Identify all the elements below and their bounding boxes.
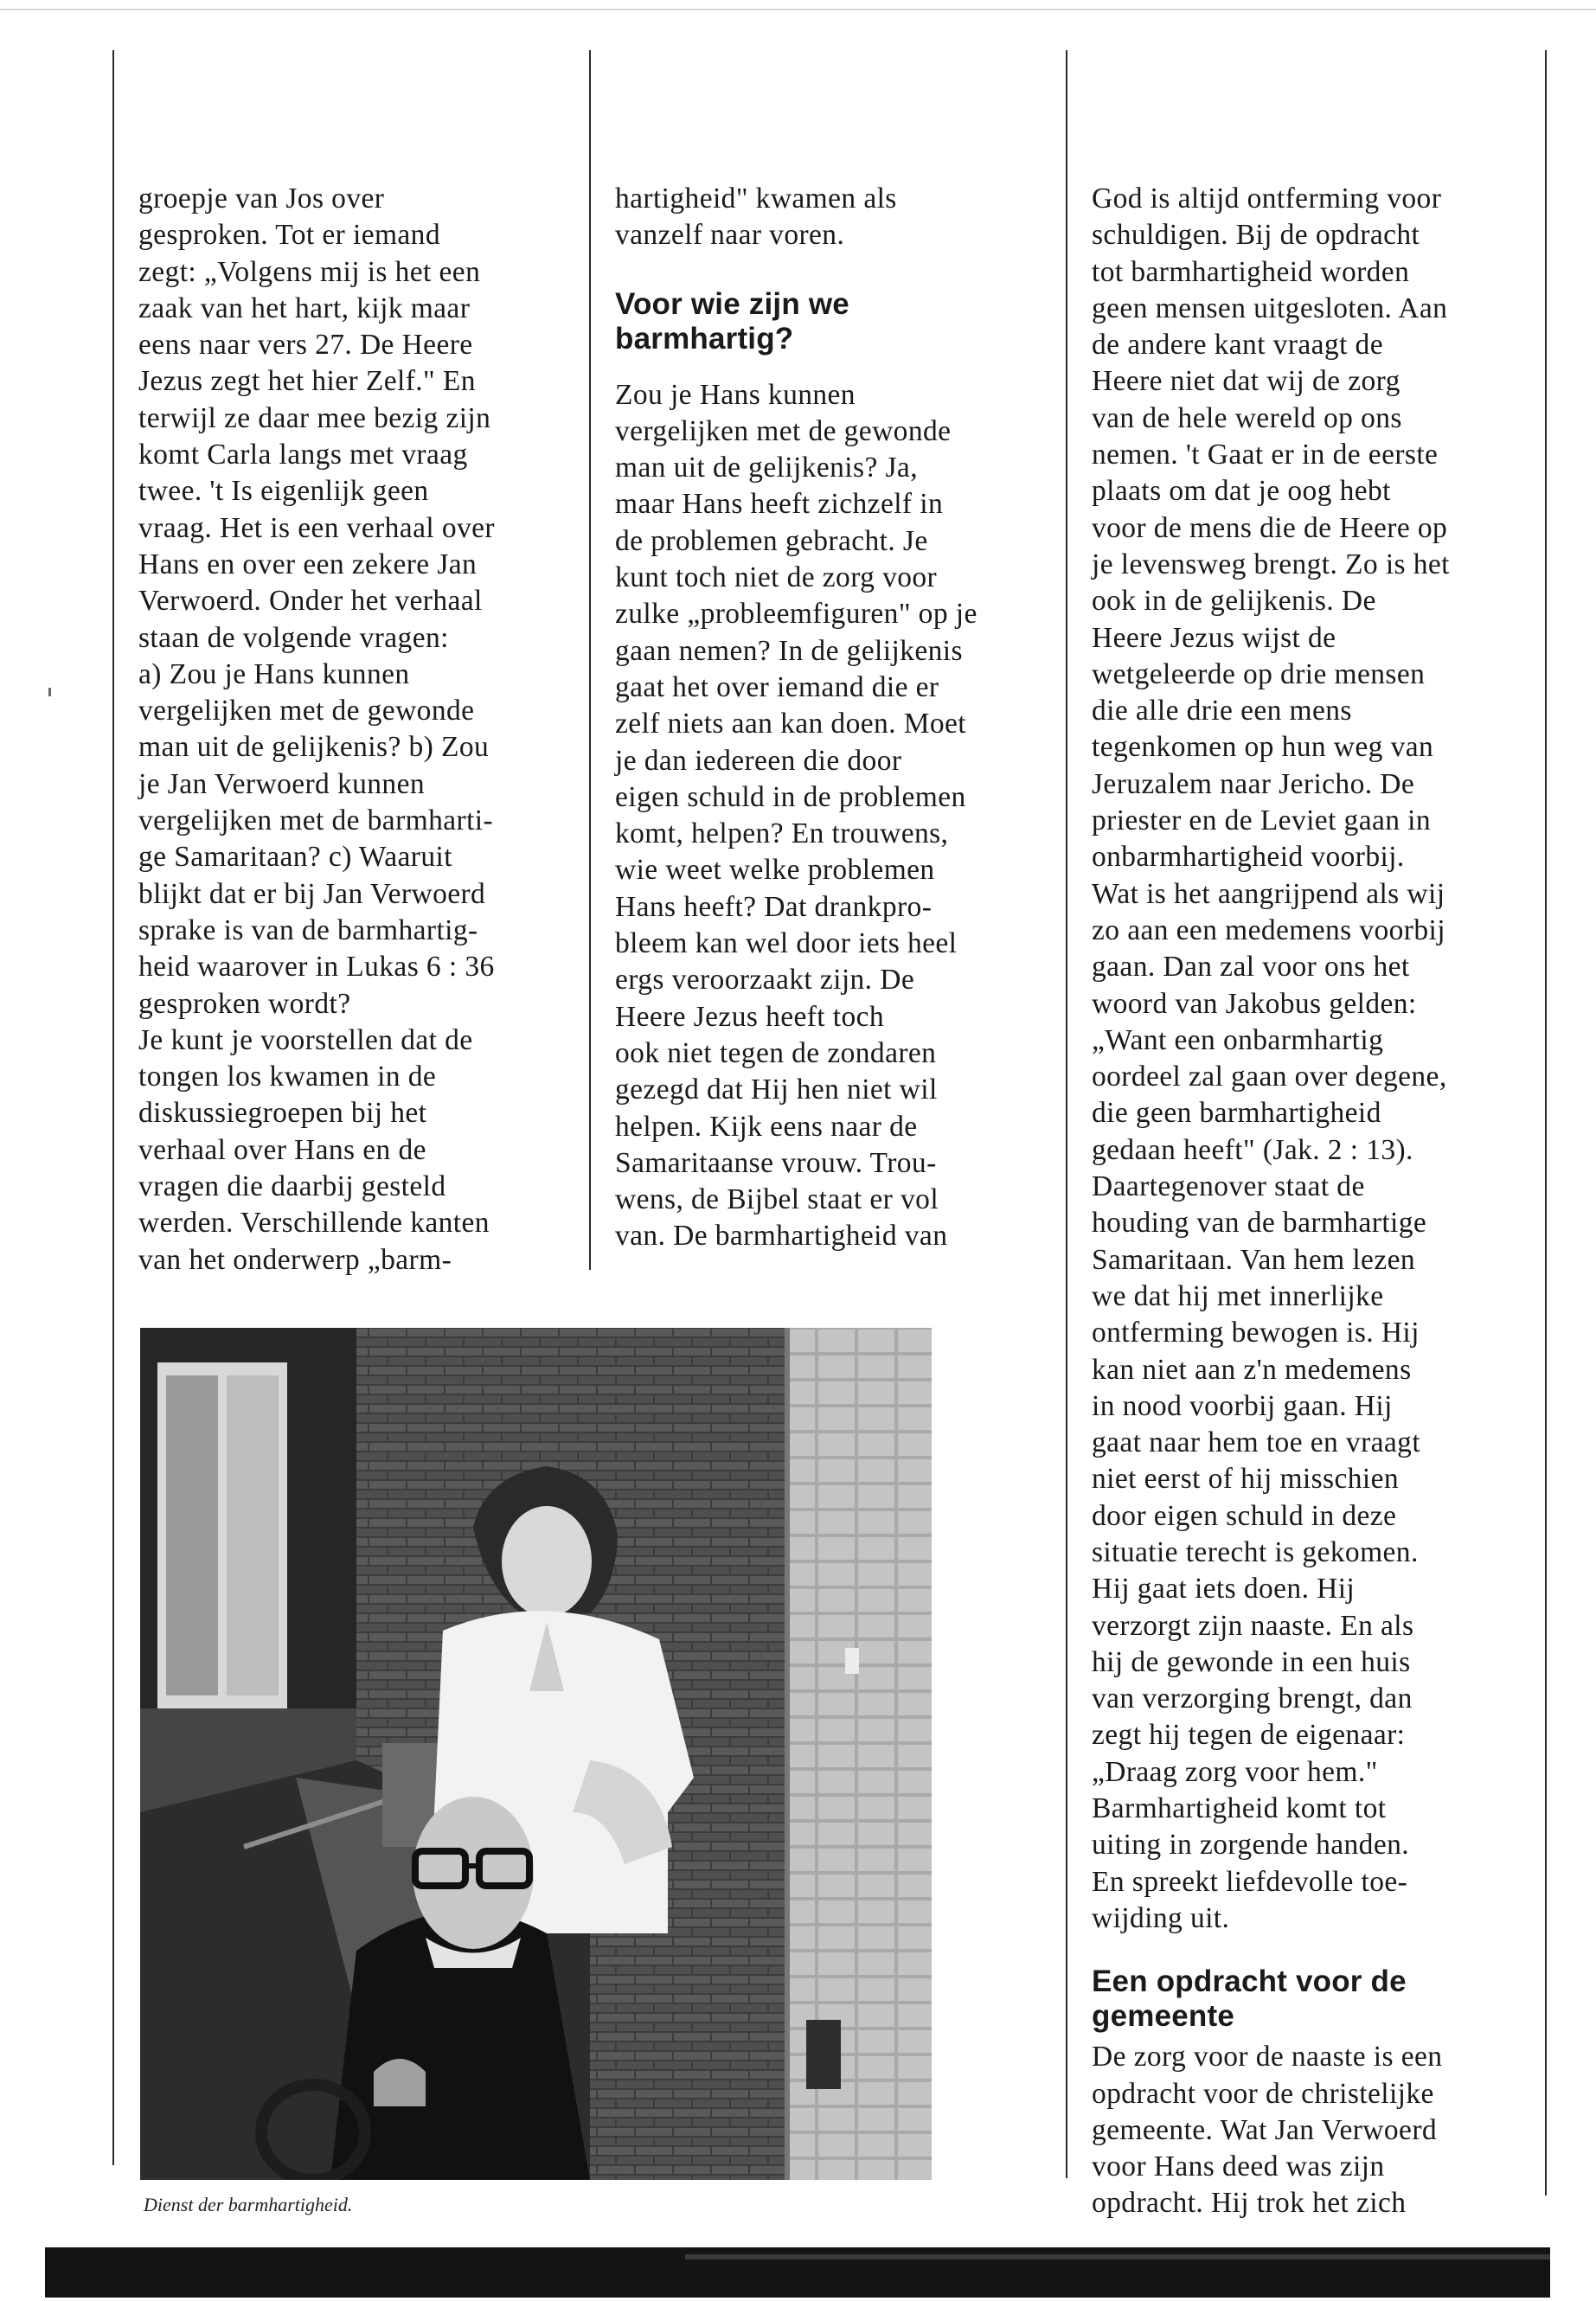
text-line: twee. 't Is eigenlijk geen bbox=[138, 475, 429, 508]
text-line: in nood voorbij gaan. Hij bbox=[1092, 1389, 1393, 1422]
column-rule-right bbox=[1545, 50, 1547, 2195]
text-line: staan de volgende vragen: bbox=[138, 621, 449, 654]
text-line: van het onderwerp „barm- bbox=[138, 1243, 452, 1276]
text-line: Hij gaat iets doen. Hij bbox=[1092, 1573, 1356, 1606]
text-line: ontferming bewogen is. Hij bbox=[1092, 1317, 1420, 1349]
text-line: Een opdracht voor de bbox=[1092, 1965, 1407, 1999]
text-line: gemeente bbox=[1092, 1999, 1234, 2034]
page-bottom-bar bbox=[45, 2247, 1550, 2298]
text-line: Heere Jezus heeft toch bbox=[615, 1000, 885, 1033]
text-line: „Draag zorg voor hem." bbox=[1092, 1755, 1378, 1788]
text-line: van. De barmhartigheid van bbox=[615, 1220, 948, 1253]
text-line: de problemen gebracht. Je bbox=[615, 524, 928, 557]
text-line: vergelijken met de barmharti- bbox=[138, 804, 494, 837]
text-line: eigen schuld in de problemen bbox=[615, 780, 966, 813]
text-line: sprake is van de barmhartig- bbox=[138, 913, 478, 946]
column-rule-middle-right bbox=[1066, 50, 1067, 2178]
text-line: nemen. 't Gaat er in de eerste bbox=[1092, 439, 1439, 471]
text-line: die alle drie een mens bbox=[1092, 695, 1352, 727]
text-line: heid waarover in Lukas 6 : 36 bbox=[138, 951, 495, 984]
text-line: Verwoerd. Onder het verhaal bbox=[138, 585, 483, 618]
text-line: Heere niet dat wij de zorg bbox=[1092, 365, 1401, 398]
page-bottom-bar-gap bbox=[685, 2254, 1550, 2259]
text-line: de andere kant vraagt de bbox=[1092, 329, 1383, 362]
text-line: vergelijken met de gewonde bbox=[615, 414, 952, 447]
text-line: wijding uit. bbox=[1092, 1901, 1230, 1934]
article-column-2 bbox=[615, 181, 977, 1255]
text-line: je Jan Verwoerd kunnen bbox=[138, 767, 425, 800]
text-line: komt, helpen? En trouwens, bbox=[615, 817, 949, 850]
text-line: zegt hij tegen de eigenaar: bbox=[1092, 1719, 1406, 1752]
text-line: opdracht voor de christelijke bbox=[1092, 2077, 1434, 2110]
text-line: gesproken. Tot er iemand bbox=[138, 219, 440, 252]
text-line: zulke „probleemfiguren" op je bbox=[615, 598, 977, 631]
text-line: gedaan heeft" (Jak. 2 : 13). bbox=[1092, 1133, 1413, 1166]
section-heading-voor-wie bbox=[615, 287, 977, 356]
text-line: onbarmhartigheid voorbij. bbox=[1092, 841, 1405, 874]
text-line: Samaritaan. Van hem lezen bbox=[1092, 1243, 1416, 1276]
text-line: je dan iedereen die door bbox=[615, 744, 902, 777]
text-line: zelf niets aan kan doen. Moet bbox=[615, 708, 967, 740]
text-line: Wat is het aangrijpend als wij bbox=[1092, 877, 1445, 910]
text-line: Je kunt je voorstellen dat de bbox=[138, 1023, 473, 1056]
text-line: Daartegenover staat de bbox=[1092, 1170, 1365, 1203]
text-line: wie weet welke problemen bbox=[615, 854, 935, 887]
photo-caption: Dienst der barmhartigheid. bbox=[144, 2194, 353, 2215]
text-line: schuldigen. Bij de opdracht bbox=[1092, 219, 1420, 252]
text-line: tongen los kwamen in de bbox=[138, 1061, 437, 1093]
text-line: geen mensen uitgesloten. Aan bbox=[1092, 292, 1448, 324]
text-line: Hans heeft? Dat drankpro- bbox=[615, 890, 933, 923]
text-line: zaak van het hart, kijk maar bbox=[138, 292, 471, 324]
text-line: we dat hij met innerlijke bbox=[1092, 1279, 1384, 1312]
text-line: vragen die daarbij gesteld bbox=[138, 1170, 446, 1203]
text-line: woord van Jakobus gelden: bbox=[1092, 987, 1417, 1020]
text-line: werden. Verschillende kanten bbox=[138, 1207, 490, 1240]
margin-mark bbox=[48, 688, 51, 696]
text-line: gezegd dat Hij hen niet wil bbox=[615, 1074, 938, 1106]
text-line: kunt toch niet de zorg voor bbox=[615, 561, 938, 594]
text-line: kan niet aan z'n medemens bbox=[1092, 1353, 1412, 1386]
text-line: Jezus zegt het hier Zelf." En bbox=[138, 365, 476, 398]
text-line: ook niet tegen de zondaren bbox=[615, 1036, 937, 1069]
text-line: gaat naar hem toe en vraagt bbox=[1092, 1426, 1421, 1459]
text-line: zegt: „Volgens mij is het een bbox=[138, 255, 481, 288]
text-line: Voor wie zijn we bbox=[615, 286, 849, 321]
text-line: hartigheid" kwamen als bbox=[615, 183, 897, 215]
column-rule-left bbox=[112, 50, 114, 2165]
text-line: „Want een onbarmhartig bbox=[1092, 1023, 1384, 1056]
text-line: En spreekt liefdevolle toe- bbox=[1092, 1865, 1408, 1898]
text-line: Jeruzalem naar Jericho. De bbox=[1092, 767, 1415, 800]
text-line: Barmhartigheid komt tot bbox=[1092, 1792, 1387, 1825]
text-line: houding van de barmhartige bbox=[1092, 1207, 1427, 1240]
column2-body bbox=[615, 377, 977, 1255]
text-line: komt Carla langs met vraag bbox=[138, 439, 468, 471]
text-line: maar Hans heeft zichzelf in bbox=[615, 488, 944, 521]
page-top-edge bbox=[0, 9, 1596, 10]
column3-end bbox=[1092, 2039, 1450, 2221]
text-line: van de hele wereld op ons bbox=[1092, 401, 1402, 434]
text-line: die geen barmhartigheid bbox=[1092, 1097, 1381, 1130]
text-line: hij de gewonde in een huis bbox=[1092, 1645, 1411, 1678]
text-line: gemeente. Wat Jan Verwoerd bbox=[1092, 2113, 1438, 2146]
text-line: groepje van Jos over bbox=[138, 183, 385, 215]
text-line: wetgeleerde op drie mensen bbox=[1092, 657, 1426, 690]
text-line: eens naar vers 27. De Heere bbox=[138, 329, 473, 362]
nurse-wheelchair-photo bbox=[140, 1328, 932, 2180]
text-line: vergelijken met de gewonde bbox=[138, 695, 475, 727]
article-column-1 bbox=[138, 181, 495, 1279]
text-line: gaan nemen? In de gelijkenis bbox=[615, 634, 963, 667]
text-line: vraag. Het is een verhaal over bbox=[138, 511, 495, 544]
text-line: Samaritaanse vrouw. Trou- bbox=[615, 1146, 937, 1179]
text-line: niet eerst of hij misschien bbox=[1092, 1463, 1400, 1496]
text-line: terwijl ze daar mee bezig zijn bbox=[138, 401, 491, 434]
text-line: blijkt dat er bij Jan Verwoerd bbox=[138, 877, 486, 910]
text-line: helpen. Kijk eens naar de bbox=[615, 1110, 918, 1143]
text-line: situatie terecht is gekomen. bbox=[1092, 1535, 1419, 1568]
text-line: je levensweg brengt. Zo is het bbox=[1092, 548, 1450, 580]
text-line: Zou je Hans kunnen bbox=[615, 378, 856, 411]
text-line: diskussiegroepen bij het bbox=[138, 1097, 427, 1130]
text-line: verhaal over Hans en de bbox=[138, 1133, 426, 1166]
text-line: wens, de Bijbel staat er vol bbox=[615, 1183, 939, 1216]
text-line: ergs veroorzaakt zijn. De bbox=[615, 964, 915, 997]
text-line: door eigen schuld in deze bbox=[1092, 1499, 1397, 1532]
article-column-3 bbox=[1092, 181, 1450, 2222]
text-line: bleem kan wel door iets heel bbox=[615, 927, 958, 960]
text-line: De zorg voor de naaste is een bbox=[1092, 2041, 1443, 2073]
text-line: plaats om dat je oog hebt bbox=[1092, 475, 1391, 508]
text-line: zo aan een medemens voorbij bbox=[1092, 913, 1445, 946]
text-line: ook in de gelijkenis. De bbox=[1092, 585, 1376, 618]
text-line: tot barmhartigheid worden bbox=[1092, 255, 1410, 288]
text-line: Heere Jezus wijst de bbox=[1092, 621, 1336, 654]
article-photo bbox=[140, 1328, 932, 2180]
section-heading-opdracht bbox=[1092, 1965, 1450, 2034]
text-line: verzorgt zijn naaste. En als bbox=[1092, 1609, 1414, 1642]
column-rule-middle bbox=[589, 50, 591, 1270]
text-line: tegenkomen op hun weg van bbox=[1092, 731, 1434, 764]
text-line: priester en de Leviet gaan in bbox=[1092, 804, 1432, 837]
text-line: God is altijd ontferming voor bbox=[1092, 183, 1442, 215]
text-line: gaan. Dan zal voor ons het bbox=[1092, 951, 1410, 984]
column2-intro bbox=[615, 181, 977, 254]
text-line: a) Zou je Hans kunnen bbox=[138, 657, 410, 690]
text-line: Hans en over een zekere Jan bbox=[138, 548, 478, 580]
text-line: opdracht. Hij trok het zich bbox=[1092, 2187, 1407, 2220]
text-line: man uit de gelijkenis? b) Zou bbox=[138, 731, 490, 764]
text-line: gesproken wordt? bbox=[138, 987, 351, 1020]
text-line: vanzelf naar voren. bbox=[615, 219, 845, 252]
column3-body bbox=[1092, 181, 1450, 1937]
text-line: voor Hans deed was zijn bbox=[1092, 2150, 1385, 2183]
text-line: man uit de gelijkenis? Ja, bbox=[615, 452, 918, 484]
text-line: gaat het over iemand die er bbox=[615, 670, 939, 703]
text-line: uiting in zorgende handen. bbox=[1092, 1829, 1410, 1862]
text-line: barmhartig? bbox=[615, 321, 794, 356]
text-line: ge Samaritaan? c) Waaruit bbox=[138, 841, 452, 874]
text-line: van verzorging brengt, dan bbox=[1092, 1682, 1413, 1715]
text-line: voor de mens die de Heere op bbox=[1092, 511, 1448, 544]
text-line: oordeel zal gaan over degene, bbox=[1092, 1061, 1447, 1093]
